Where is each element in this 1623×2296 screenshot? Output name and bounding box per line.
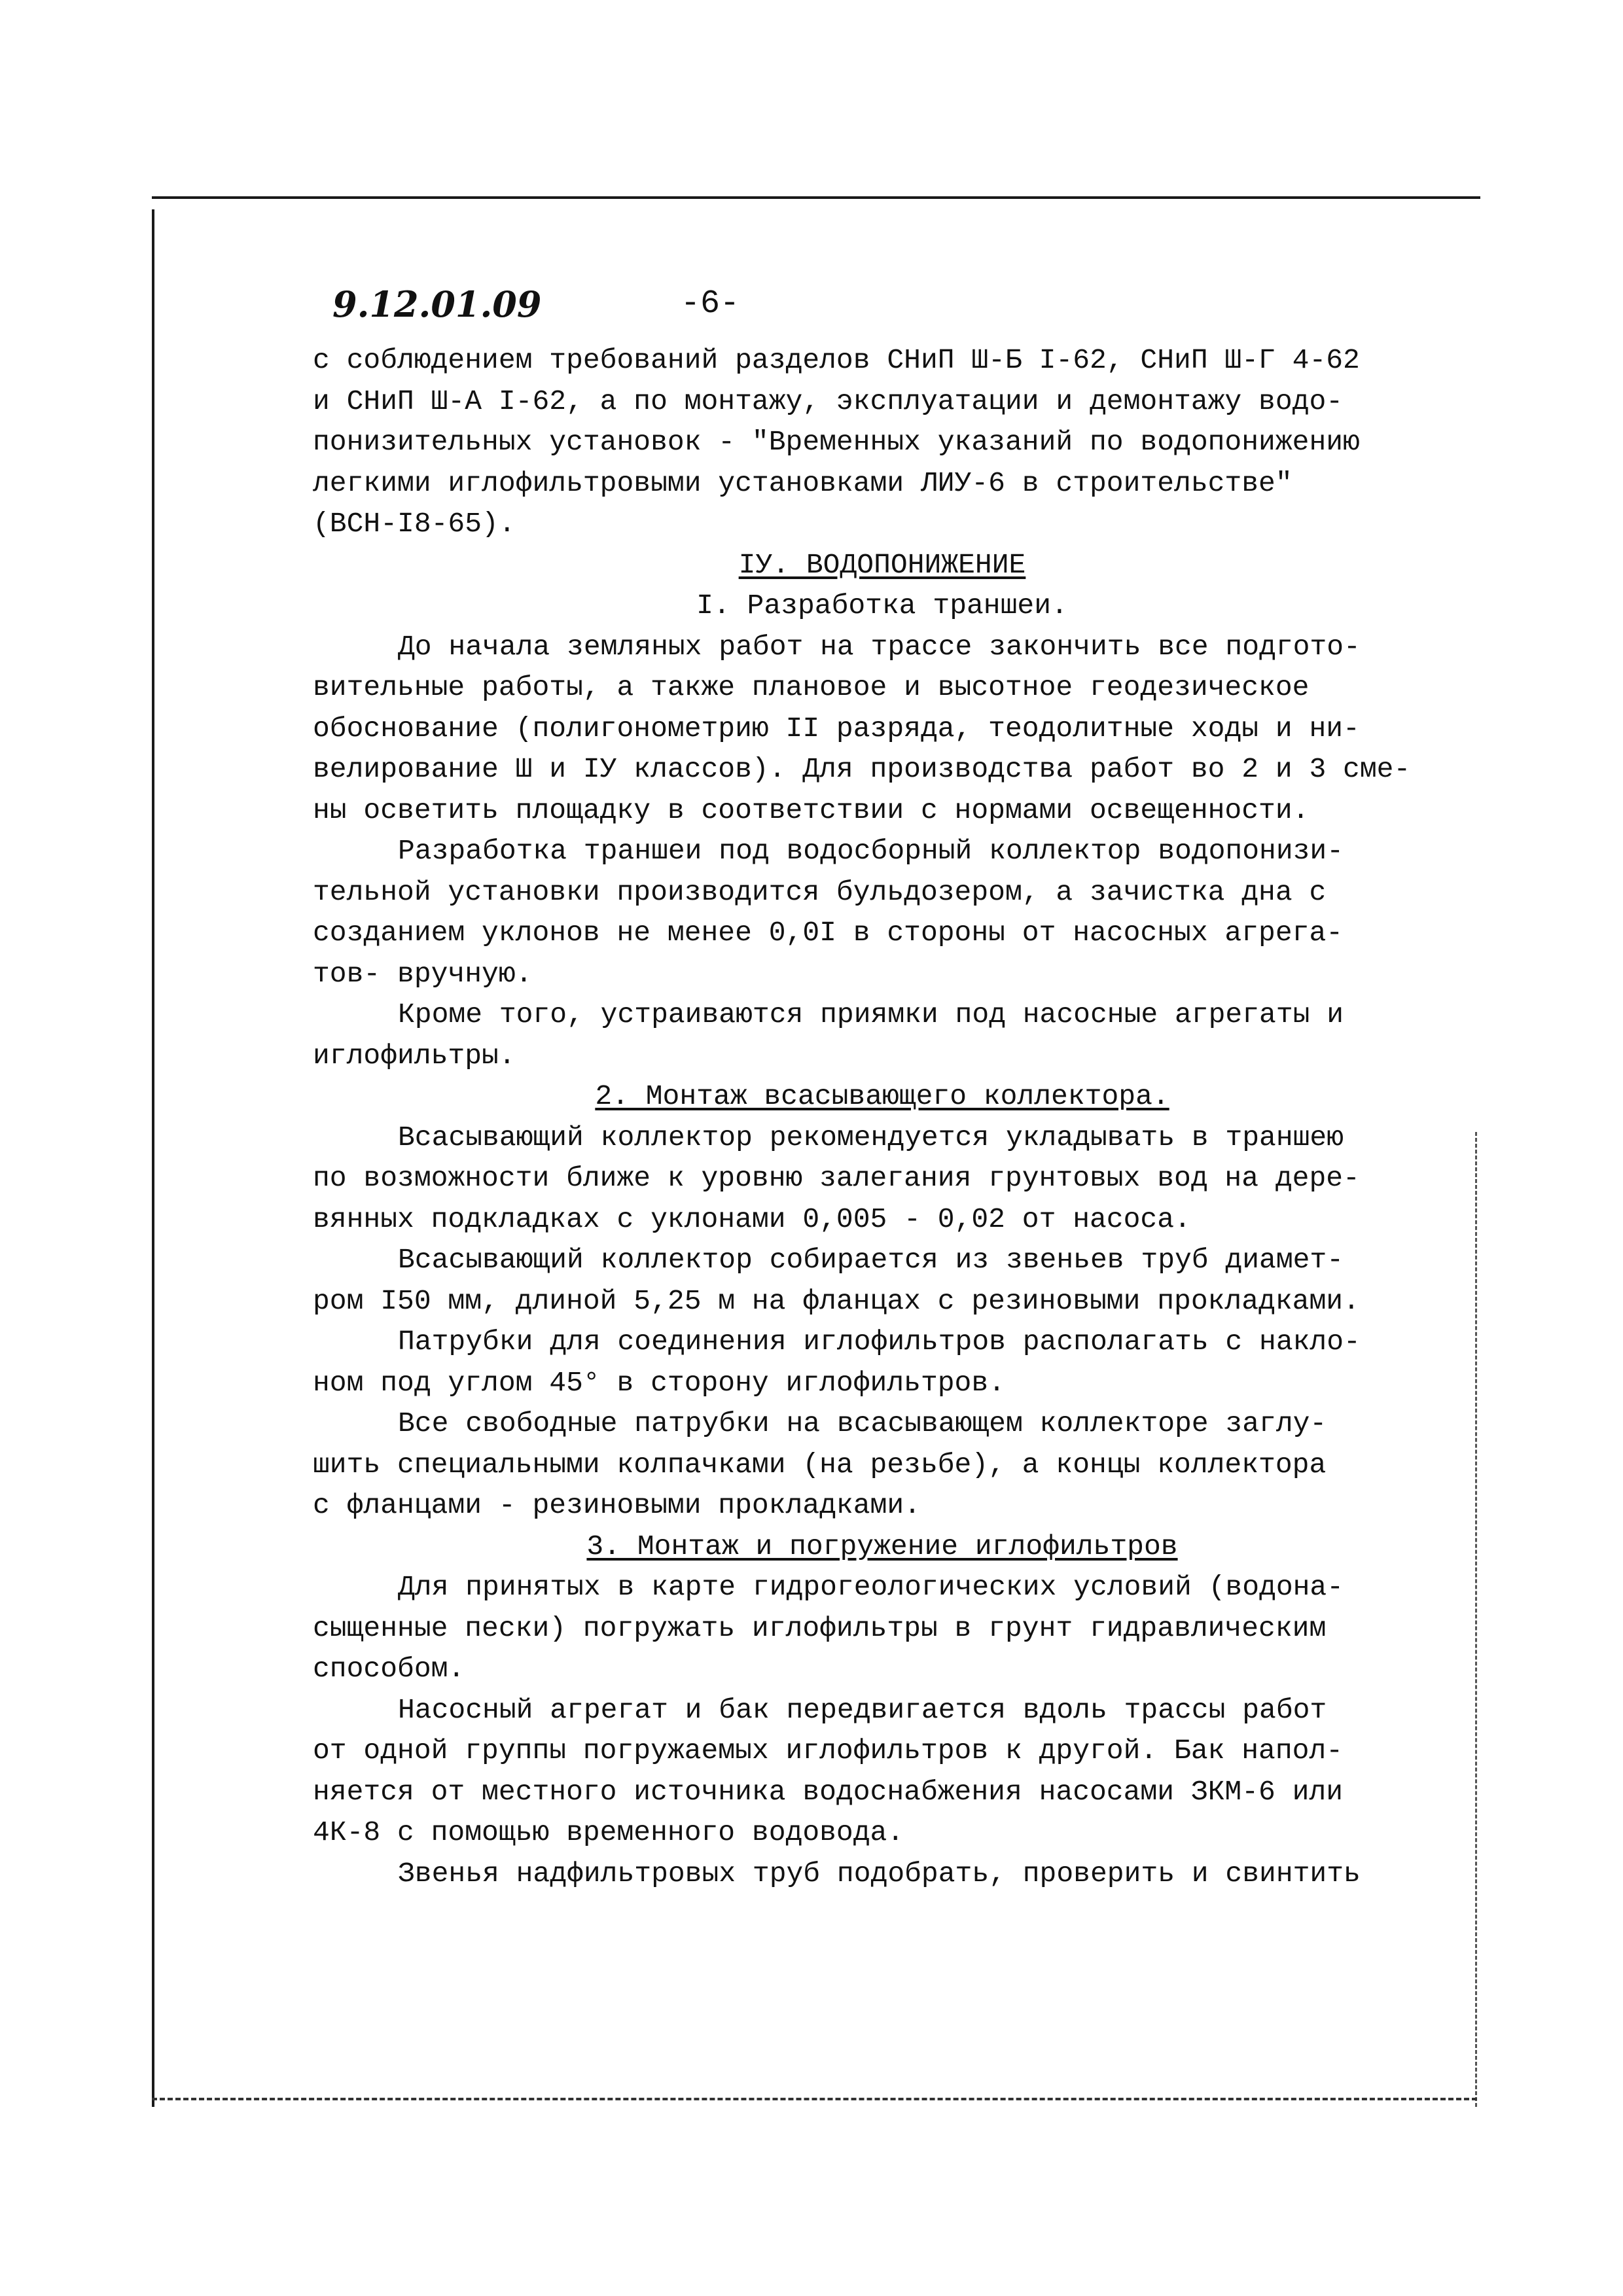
text-line: обоснование (полигонометрию II разряда, теодолитные ходы и ни-: [313, 712, 1360, 745]
text-line: и СНиП Ш-А I-62, а по монтажу, эксплуатации и демонтажу водо-: [313, 385, 1344, 417]
text-line: вянных подкладках с уклонами 0,005 - 0,02 от насоса.: [313, 1203, 1191, 1235]
text-line: по возможности ближе к уровню залегания грунтовых вод на дере-: [313, 1162, 1360, 1194]
text-line: созданием уклонов не менее 0,0I в стороны от насосных агрега-: [313, 917, 1344, 949]
section-3-paragraph-3: [313, 1854, 1452, 1895]
text-line: Всасывающий коллектор собирается из звеньев труб диамет-: [398, 1244, 1344, 1276]
text-line: ром I50 мм, длиной 5,25 м на фланцах с резиновыми прокладками.: [313, 1284, 1360, 1317]
document-code: 9.12.01.09: [332, 283, 542, 325]
text-line: сыщенные пески) погружать иглофильтры в грунт гидравлическим: [313, 1612, 1327, 1644]
text-line: велирование Ш и IУ классов). Для производства работ во 2 и 3 сме-: [313, 753, 1411, 785]
section-3-paragraph-2: [313, 1690, 1452, 1854]
text-line: вительные работы, а также плановое и высотное геодезическое: [313, 671, 1310, 703]
text-line: 4К-8 с помощью временного водовода.: [313, 1816, 904, 1848]
text-line: Патрубки для соединения иглофильтров располагать с накло-: [398, 1326, 1361, 1358]
text-line: способом.: [313, 1653, 465, 1685]
section-3-paragraph-1: [313, 1567, 1452, 1690]
section-1-paragraph-2: [313, 831, 1452, 995]
text-line: Всасывающий коллектор рекомендуется укладывать в траншею: [398, 1121, 1344, 1154]
text-line: Все свободные патрубки на всасывающем коллекторе заглу-: [398, 1407, 1327, 1439]
frame-left-rule: [152, 209, 154, 2107]
text-line: понизительных установок - "Временных указаний по водопонижению: [313, 426, 1360, 458]
text-line: До начала земляных работ на трассе закончить все подгото-: [398, 630, 1361, 663]
section-2-paragraph-1: [313, 1118, 1452, 1241]
section-1-paragraph-1: [313, 627, 1452, 832]
text-line: с соблюдением требований разделов СНиП Ш-Б I-62, СНиП Ш-Г 4-62: [313, 344, 1360, 376]
text-line: легкими иглофильтровыми установками ЛИУ-6 в строительстве": [313, 467, 1293, 499]
text-line: Насосный агрегат и бак передвигается вдоль трассы работ: [398, 1693, 1327, 1726]
text-line: Разработка траншеи под водосборный коллектор водопонизи-: [398, 835, 1344, 867]
section-2-title: 2. Монтаж всасывающего коллектора.: [595, 1080, 1169, 1112]
frame-right-rule: [1475, 1132, 1477, 2107]
intro-paragraph: [313, 340, 1452, 545]
text-line: Звенья надфильтровых труб подобрать, проверить и свинтить: [398, 1857, 1361, 1890]
text-line: иглофильтры.: [313, 1039, 516, 1072]
text-line: няется от местного источника водоснабжения насосами ЗКМ-6 или: [313, 1775, 1344, 1808]
section-2-paragraph-4: [313, 1404, 1452, 1527]
page-number: -6-: [681, 285, 740, 323]
section-3-title: 3. Монтаж и погружение иглофильтров: [586, 1530, 1178, 1563]
frame-bottom-rule: [152, 2098, 1477, 2100]
text-line: с фланцами - резиновыми прокладками.: [313, 1489, 921, 1521]
text-line: (ВСН-I8-65).: [313, 508, 516, 540]
text-line: Кроме того, устраиваются приямки под насосные агрегаты и: [398, 998, 1344, 1031]
section-2-paragraph-2: [313, 1240, 1452, 1322]
chapter-heading: [313, 545, 1452, 586]
section-heading: [313, 1076, 1452, 1118]
text-line: Для принятых в карте гидрогеологических условий (водона-: [398, 1571, 1344, 1603]
text-line: шить специальными колпачками (на резьбе), а концы коллектора: [313, 1448, 1327, 1481]
frame-top-rule: [152, 196, 1480, 199]
section-2-paragraph-3: [313, 1322, 1452, 1404]
text-line: ном под углом 45° в сторону иглофильтров.: [313, 1366, 1005, 1399]
section-1-paragraph-3: [313, 995, 1452, 1076]
text-line: от одной группы погружаемых иглофильтров к другой. Бак напол-: [313, 1735, 1344, 1767]
document-body: [313, 340, 1452, 1894]
section-heading: [313, 586, 1452, 627]
chapter-title: IУ. ВОДОПОНИЖЕНИЕ: [738, 548, 1026, 581]
text-line: тельной установки производится бульдозером, а зачистка дна с: [313, 875, 1327, 908]
section-heading: [313, 1527, 1452, 1568]
text-line: ны осветить площадку в соответствии с нормами освещенности.: [313, 794, 1310, 826]
page-header: [0, 283, 1623, 328]
section-1-title: I. Разработка траншеи.: [696, 590, 1068, 622]
text-line: тов- вручную.: [313, 957, 533, 990]
